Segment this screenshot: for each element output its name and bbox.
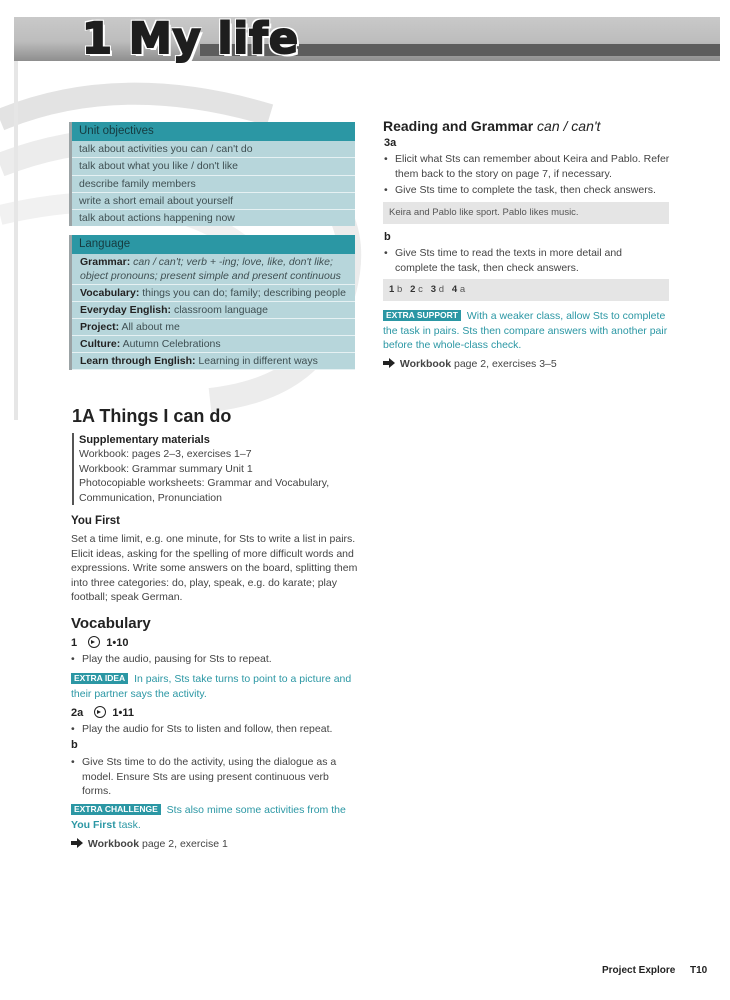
workbook-text: page 2, exercises 3–5 — [454, 358, 557, 370]
language-heading: Language — [72, 235, 355, 254]
exercise-3a-bullet: • Give Sts time to complete the task, then check answers. — [384, 183, 680, 198]
ltl-label: Learn through English: — [80, 355, 196, 367]
grammar-text: can / can't; verb + -ing; love, like, don't like; object pronouns; present simple and present continuous — [80, 256, 341, 282]
language-learn-through-english — [72, 353, 355, 370]
exercise-3b-number: b — [384, 231, 391, 243]
box-side-bar — [69, 122, 72, 226]
language-box — [72, 235, 355, 370]
workbook-label: Workbook — [399, 358, 452, 370]
footer-book-title: Project Explore — [602, 965, 676, 976]
reading-heading-text: Reading and Grammar — [383, 118, 534, 134]
lesson-title: 1A Things I can do — [72, 406, 232, 426]
exercise-3a-number: 3a — [384, 137, 397, 149]
unit-objectives-heading: Unit objectives — [72, 122, 355, 141]
language-grammar — [72, 254, 355, 285]
you-first-text: Set a time limit, e.g. one minute, for Sts to write a list in pairs. Elicit ideas, asking for the spelling of more difficult words and expressions. Write some answers on the board, splitting them into three categories: do, play, speak, e.g. do karate; play football; speak German. — [71, 533, 358, 603]
answer-key-3b — [383, 279, 669, 301]
footer-page-number: T10 — [690, 965, 708, 976]
box-side-bar — [69, 235, 72, 370]
supplementary-title: Supplementary materials — [79, 434, 210, 446]
vocabulary-heading: Vocabulary — [71, 615, 151, 632]
exercise-1-bullet: • Play the audio, pausing for Sts to repeat. — [71, 652, 367, 667]
grammar-label: Grammar: — [80, 256, 131, 268]
ltl-text: Learning in different ways — [198, 355, 318, 367]
extra-idea — [71, 672, 361, 701]
language-culture — [72, 336, 355, 353]
objective-item: describe family members — [72, 176, 355, 193]
audio-icon[interactable] — [94, 706, 106, 718]
answer-letter: d — [438, 284, 444, 295]
objective-item: talk about what you like / don't like — [72, 158, 355, 175]
supplementary-item: Photocopiable worksheets: Grammar and Vocabulary, Communication, Pronunciation — [79, 477, 330, 504]
audio-icon[interactable] — [88, 636, 100, 648]
exercise-3a-bullet: • Elicit what Sts can remember about Keira and Pablo. Refer them back to the story on page 7, if necessary. — [384, 152, 680, 181]
arrow-right-icon — [383, 358, 395, 368]
exercise-2a-bullet: • Play the audio for Sts to listen and follow, then repeat. — [71, 722, 367, 737]
answer-number: 1 — [389, 284, 395, 295]
answer-letter: c — [418, 284, 423, 295]
extra-challenge-text: Sts also mime some activities from the — [166, 804, 346, 816]
answer-number: 2 — [410, 284, 416, 295]
project-text: All about me — [121, 321, 180, 333]
extra-idea-text: In pairs, Sts take turns to point to a picture and their partner says the activity. — [71, 673, 352, 700]
answer-key-3a: Keira and Pablo like sport. Pablo likes music. — [383, 202, 669, 224]
supplementary-materials — [72, 433, 369, 505]
extra-challenge-tag: EXTRA CHALLENGE — [71, 804, 161, 815]
workbook-text: page 2, exercise 1 — [142, 838, 228, 850]
exercise-3b-bullet: • Give Sts time to read the texts in more detail and complete the task, then check answers. — [384, 246, 665, 275]
extra-challenge-end: task. — [118, 818, 141, 831]
exercise-2b-number: b — [71, 739, 78, 751]
exercise-2b-bullet: • Give Sts time to do the activity, using the dialogue as a model. Ensure Sts are using present continuous verb forms. — [71, 755, 352, 799]
workbook-reference-reading — [383, 357, 673, 372]
objective-item: talk about activities you can / can't do — [72, 141, 355, 158]
you-first-heading: You First — [71, 515, 120, 527]
everyday-label: Everyday English: — [80, 304, 172, 316]
reading-heading — [383, 118, 600, 134]
unit-objectives-box — [72, 122, 355, 226]
answer-letter: a — [459, 284, 466, 295]
supplementary-item: Workbook: Grammar summary Unit 1 — [79, 462, 253, 475]
page-title: 1 My life — [82, 14, 300, 64]
extra-challenge-bold: You First — [71, 818, 116, 831]
workbook-label: Workbook — [87, 838, 140, 850]
objective-item: write a short email about yourself — [72, 193, 355, 210]
culture-text: Autumn Celebrations — [122, 338, 221, 350]
exercise-1-number — [71, 636, 128, 649]
extra-idea-tag: EXTRA IDEA — [71, 673, 128, 684]
extra-support — [383, 309, 673, 353]
exercise-1-label: 1 — [71, 637, 78, 649]
audio-track: 1•10 — [106, 637, 129, 649]
vocabulary-label: Vocabulary: — [80, 287, 140, 299]
answer-number: 4 — [451, 284, 458, 295]
everyday-text: classroom language — [173, 304, 268, 316]
language-project — [72, 319, 355, 336]
exercise-2a-label: 2a — [71, 707, 84, 719]
culture-label: Culture: — [80, 338, 121, 350]
project-label: Project: — [80, 321, 120, 333]
objective-item: talk about actions happening now — [79, 212, 235, 225]
language-vocabulary — [72, 285, 355, 302]
extra-support-text: With a weaker class, allow Sts to complete the task in pairs. Sts then compare answers with another pair before the whole-class check. — [383, 310, 668, 351]
vocabulary-text: things you can do; family; describing people — [142, 287, 346, 299]
exercise-2a-number — [71, 706, 134, 719]
answer-number: 3 — [430, 284, 437, 295]
supplementary-item: Workbook: pages 2–3, exercises 1–7 — [79, 448, 252, 460]
extra-challenge — [71, 803, 361, 832]
answer-letter: b — [396, 284, 403, 295]
audio-track: 1•11 — [112, 707, 134, 719]
arrow-right-icon — [71, 838, 83, 848]
language-everyday-english — [72, 302, 355, 319]
extra-support-tag: EXTRA SUPPORT — [383, 310, 461, 321]
reading-heading-italic: can / can't — [537, 118, 601, 134]
workbook-reference — [71, 837, 361, 852]
